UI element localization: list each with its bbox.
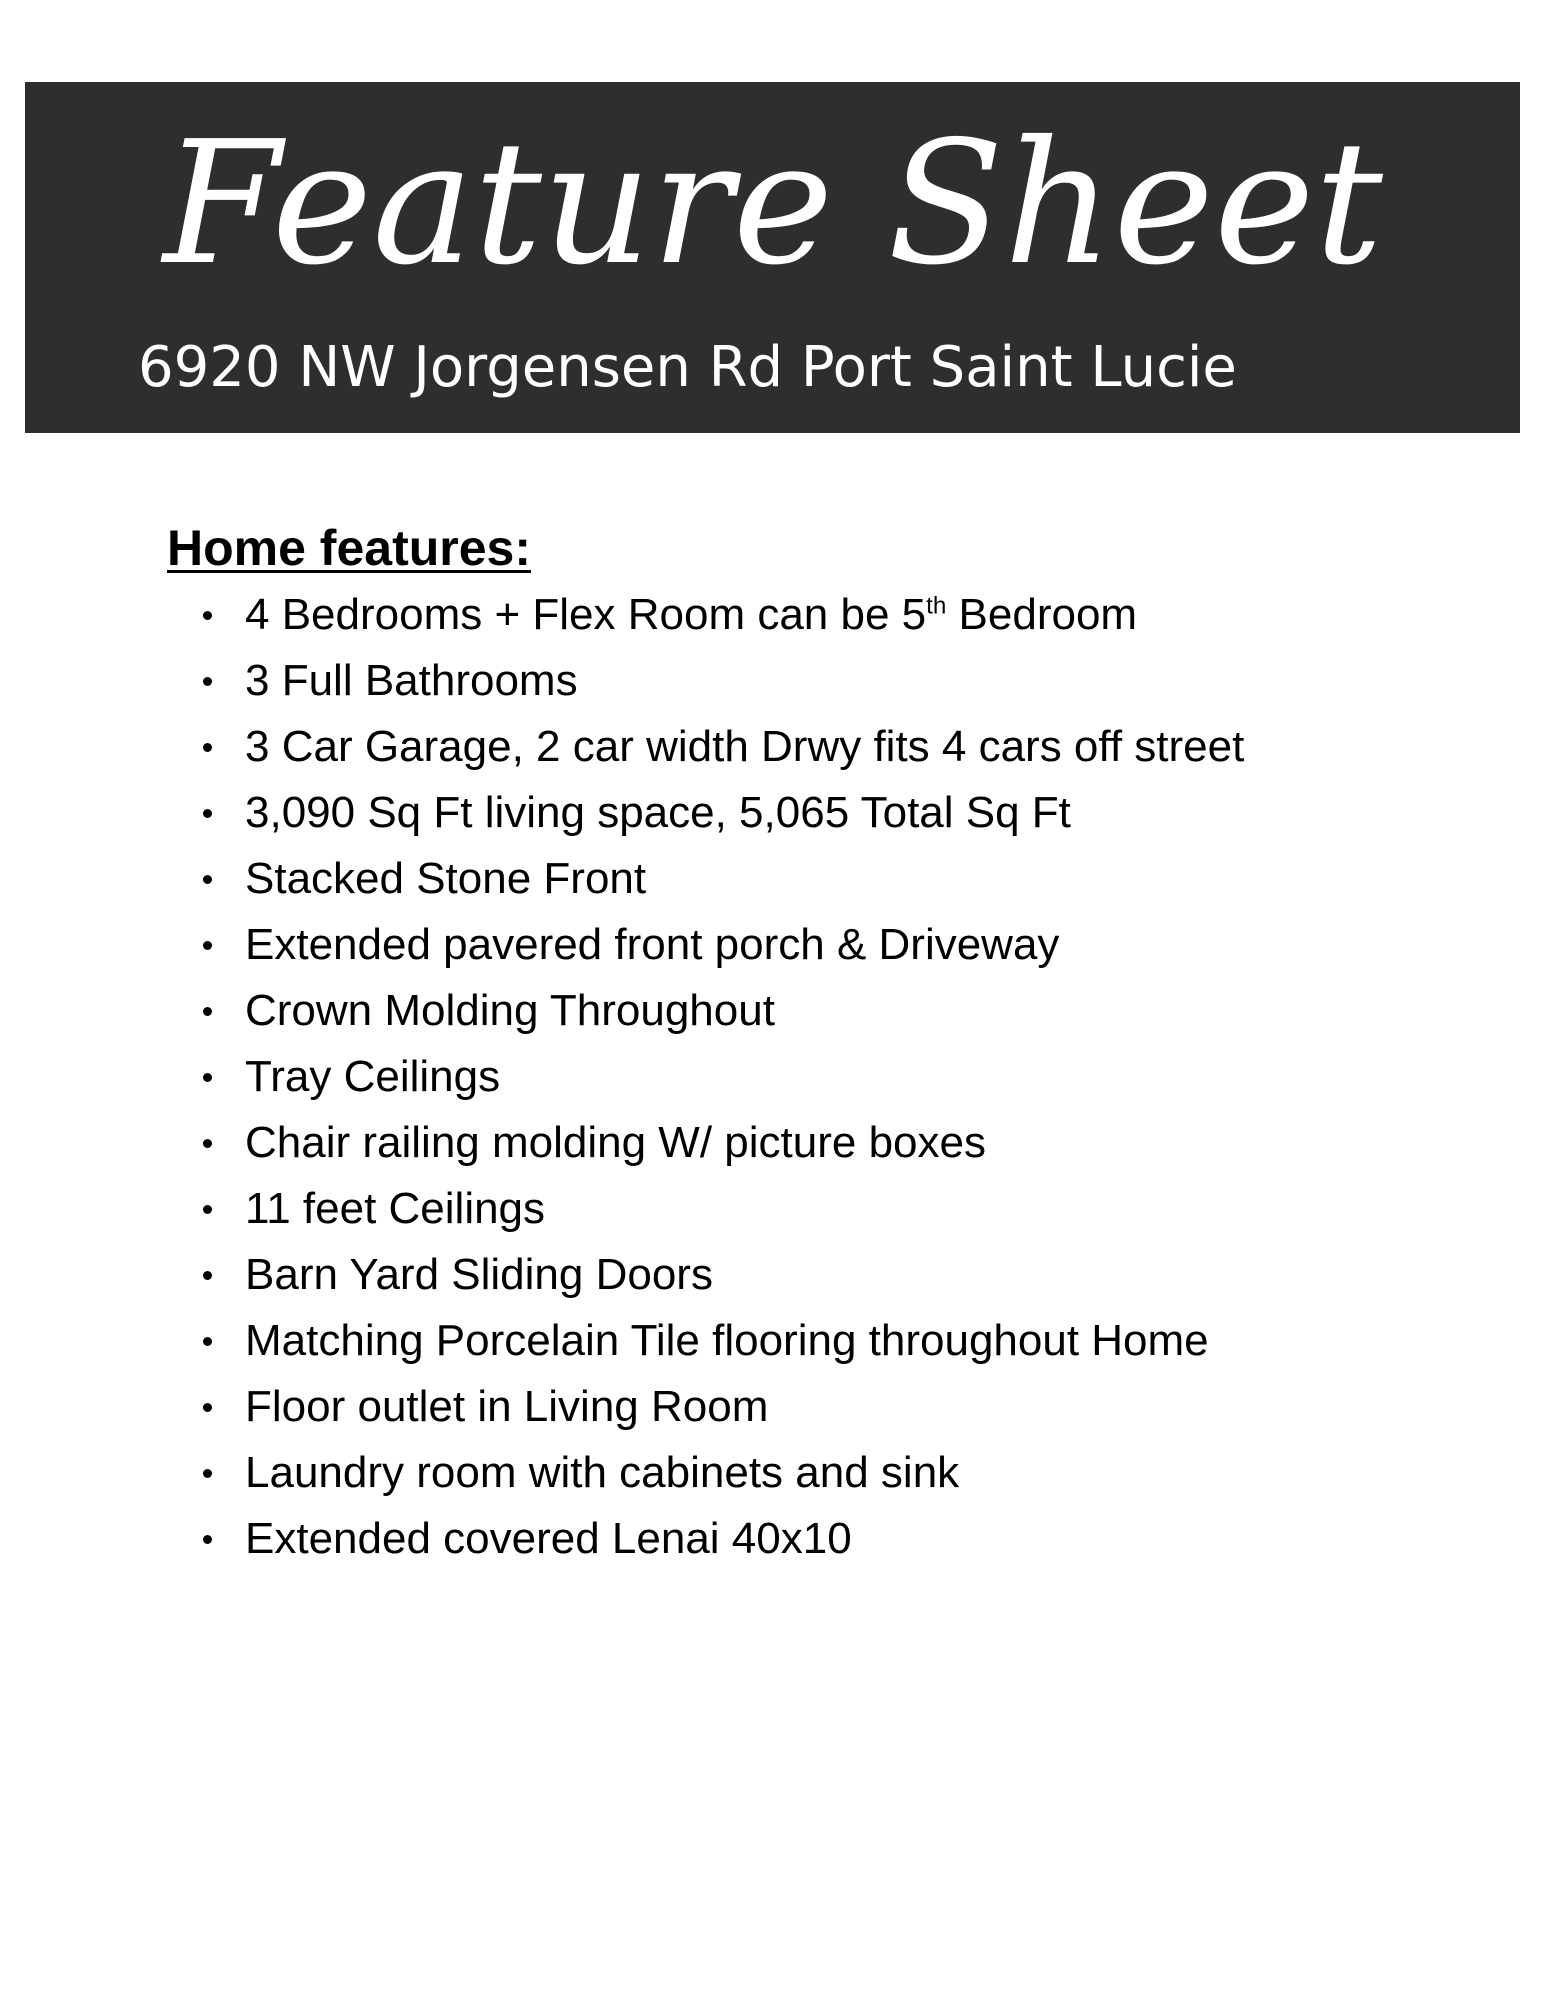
feature-item: [201, 1044, 1367, 1110]
feature-item-text: Floor outlet in Living Room: [245, 1382, 769, 1431]
feature-item-text: 3 Full Bathrooms: [245, 656, 578, 705]
feature-item-text: Crown Molding Throughout: [245, 986, 775, 1035]
bullet-icon: [203, 1469, 212, 1478]
feature-item-text: Stacked Stone Front: [245, 854, 647, 903]
feature-item-text: Chair railing molding W/ picture boxes: [245, 1118, 986, 1167]
feature-item-text: 3 Car Garage, 2 car width Drwy fits 4 cars off street: [245, 722, 1245, 771]
feature-item-text: Matching Porcelain Tile flooring throughout Home: [245, 1316, 1209, 1365]
feature-item-text: Barn Yard Sliding Doors: [245, 1250, 713, 1299]
home-features-section: [167, 514, 1367, 1572]
feature-item: [201, 846, 1367, 912]
feature-item-bedrooms: [201, 582, 1367, 648]
feature-item: [201, 1440, 1367, 1506]
feature-sheet-title: Feature Sheet: [163, 105, 1383, 303]
feature-item: [201, 1242, 1367, 1308]
banner-title: [25, 90, 1520, 350]
bullet-icon: [203, 677, 212, 686]
bullet-icon: [203, 611, 212, 620]
feature-item-text: Tray Ceilings: [245, 1052, 501, 1101]
bullet-icon: [203, 1337, 212, 1346]
bullet-icon: [203, 1139, 212, 1148]
property-address: 6920 NW Jorgensen Rd Port Saint Lucie: [138, 335, 1237, 400]
feature-item: [201, 648, 1367, 714]
bullet-icon: [203, 1535, 212, 1544]
feature-item: [201, 912, 1367, 978]
feature-item: [201, 1506, 1367, 1572]
bullet-icon: [203, 1403, 212, 1412]
feature-bedrooms-superscript: th: [926, 592, 947, 620]
bullet-icon: [203, 743, 212, 752]
home-features-heading: Home features:: [167, 520, 531, 576]
feature-item: [201, 780, 1367, 846]
bullet-icon: [203, 1205, 212, 1214]
home-features-list: [167, 582, 1367, 1572]
header-banner: [25, 82, 1520, 433]
script-title-svg: [25, 90, 1520, 350]
bullet-icon: [203, 1271, 212, 1280]
feature-item: [201, 1374, 1367, 1440]
feature-item: [201, 714, 1367, 780]
feature-item: [201, 1176, 1367, 1242]
feature-item: [201, 1308, 1367, 1374]
feature-item: [201, 978, 1367, 1044]
feature-item-text: Laundry room with cabinets and sink: [245, 1448, 960, 1497]
bullet-icon: [203, 1073, 212, 1082]
feature-bedrooms-text-end: Bedroom: [946, 590, 1138, 639]
feature-bedrooms-text: 4 Bedrooms + Flex Room can be 5: [245, 590, 927, 639]
bullet-icon: [203, 809, 212, 818]
feature-item-text: Extended covered Lenai 40x10: [245, 1514, 852, 1563]
feature-item: [201, 1110, 1367, 1176]
bullet-icon: [203, 1007, 212, 1016]
bullet-icon: [203, 875, 212, 884]
feature-item-text: 11 feet Ceilings: [245, 1184, 546, 1233]
feature-item-text: Extended pavered front porch & Driveway: [245, 920, 1060, 969]
feature-item-text: 3,090 Sq Ft living space, 5,065 Total Sq Ft: [245, 788, 1071, 837]
bullet-icon: [203, 941, 212, 950]
